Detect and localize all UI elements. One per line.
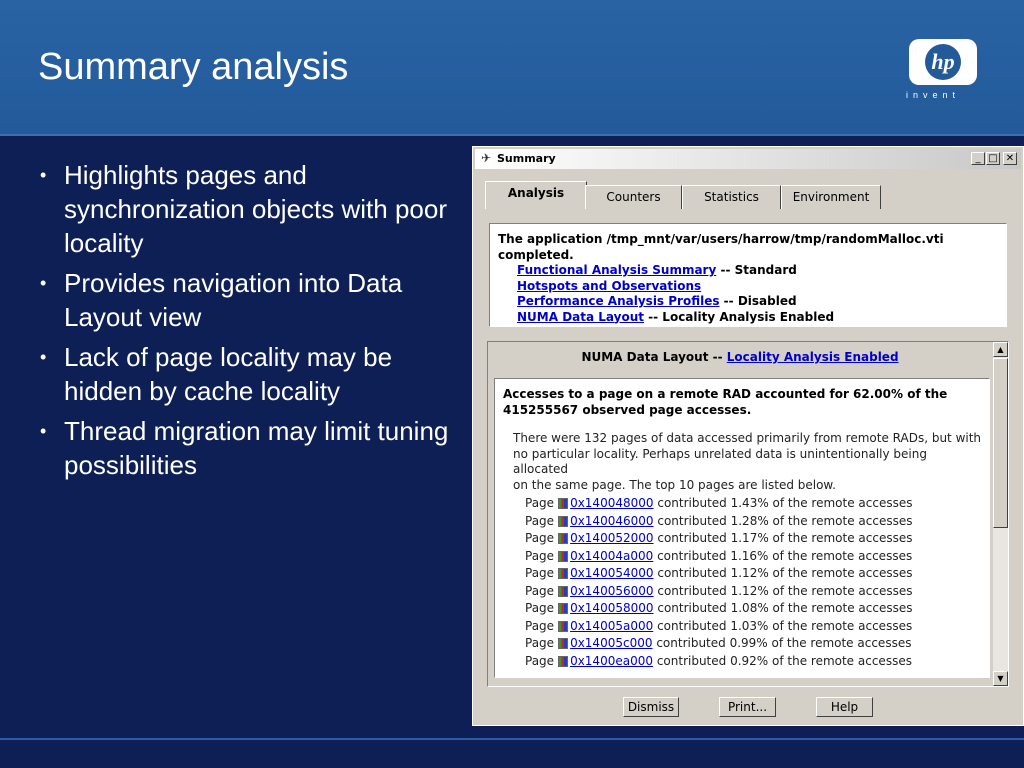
page-label: Page (525, 513, 555, 528)
maximize-button[interactable]: □ (986, 152, 1000, 165)
tab-counters[interactable]: Counters (585, 185, 682, 209)
satellite-icon: ✈ (481, 151, 492, 165)
window-title: Summary (497, 152, 556, 165)
page-contribution: contributed 1.17% of the remote accesses (657, 531, 913, 545)
page-label: Page (525, 531, 555, 545)
page-label: Page (525, 566, 555, 580)
numa-panel (487, 341, 1009, 687)
page-color-icon (558, 568, 568, 579)
scroll-up-arrow[interactable]: ▲ (993, 342, 1008, 357)
numa-intro (503, 387, 973, 418)
page-row (525, 600, 912, 618)
page-label: Page (525, 548, 555, 563)
hp-logo (908, 38, 978, 86)
page-address-link[interactable]: 0x140056000 (570, 583, 654, 598)
page-label: Page (525, 583, 555, 598)
page-address-link[interactable]: 0x140052000 (570, 531, 654, 545)
page-label: Page (525, 496, 555, 510)
logo-tagline: invent (906, 90, 961, 100)
page-row (525, 618, 912, 636)
print-button[interactable]: Print... (719, 697, 776, 717)
page-row (525, 495, 912, 513)
link-suffix: -- Locality Analysis Enabled (643, 309, 835, 324)
page-color-icon (558, 533, 568, 544)
page-contribution: contributed 0.92% of the remote accesses (656, 653, 912, 668)
page-color-icon (558, 551, 568, 562)
link-suffix: -- Standard (716, 263, 797, 277)
page-color-icon (558, 516, 568, 527)
numa-content (494, 378, 990, 678)
link-suffix: -- Disabled (719, 294, 797, 308)
page-address-link[interactable]: 0x140048000 (570, 496, 654, 510)
page-label: Page (525, 653, 555, 668)
page-color-icon (558, 656, 568, 667)
numa-heading-prefix: NUMA Data Layout -- (581, 350, 723, 364)
page-contribution: contributed 1.03% of the remote accesses (657, 618, 913, 633)
header-divider (0, 134, 1024, 136)
page-color-icon (558, 621, 568, 632)
page-contribution: contributed 1.08% of the remote accesses (657, 601, 913, 615)
scroll-down-arrow[interactable]: ▼ (993, 671, 1008, 686)
vertical-scrollbar[interactable] (993, 342, 1008, 686)
numa-para-line: on the same page. The top 10 pages are listed below. (513, 477, 836, 492)
summary-dialog (472, 146, 1024, 726)
footer-divider (0, 738, 1024, 740)
page-address-link[interactable]: 0x14005c000 (570, 636, 653, 650)
slide-title: Summary analysis (38, 46, 349, 88)
page-row (525, 653, 912, 671)
summary-intro-2: completed. (498, 247, 574, 262)
link-performance-profiles[interactable]: Performance Analysis Profiles (517, 294, 720, 308)
close-button[interactable]: ✕ (1003, 152, 1017, 165)
page-contribution: contributed 1.28% of the remote accesses (657, 513, 913, 528)
page-address-link[interactable]: 0x14004a000 (570, 548, 654, 563)
page-label: Page (525, 636, 555, 650)
tab-analysis[interactable]: Analysis (485, 181, 587, 209)
summary-intro: The application /tmp_mnt/var/users/harrow/tmp/randomMalloc.vti (498, 232, 944, 246)
bullet-item: • Provides navigation into Data Layout view (36, 266, 472, 334)
numa-intro-line: Accesses to a page on a remote RAD accounted for 62.00% of the (503, 387, 948, 401)
page-row (525, 583, 912, 601)
numa-description (513, 431, 983, 493)
page-address-link[interactable]: 0x140046000 (570, 513, 654, 528)
page-label: Page (525, 618, 555, 633)
page-row (525, 513, 912, 531)
page-contribution: contributed 1.12% of the remote accesses (657, 566, 913, 580)
page-label: Page (525, 601, 555, 615)
numa-heading (488, 342, 992, 374)
link-numa-layout[interactable]: NUMA Data Layout (517, 309, 644, 324)
summary-panel (489, 223, 1007, 327)
page-color-icon (558, 586, 568, 597)
bullet-item: • Thread migration may limit tuning possibilities (36, 414, 472, 482)
dismiss-button[interactable]: Dismiss (623, 697, 679, 717)
link-functional-analysis[interactable]: Functional Analysis Summary (517, 263, 717, 277)
bullet-item: • Highlights pages and synchronization objects with poor locality (36, 158, 472, 260)
tab-environment[interactable]: Environment (781, 185, 881, 209)
page-color-icon (558, 603, 568, 614)
page-address-link[interactable]: 0x1400ea000 (570, 653, 653, 668)
numa-para-line: There were 132 pages of data accessed primarily from remote RADs, but with (513, 431, 982, 445)
link-hotspots[interactable]: Hotspots and Observations (517, 278, 702, 293)
bullet-list (36, 158, 472, 488)
page-color-icon (558, 498, 568, 509)
page-contribution: contributed 0.99% of the remote accesses (656, 636, 912, 650)
svg-text:hp: hp (931, 49, 955, 74)
scroll-thumb[interactable] (993, 358, 1008, 528)
tab-statistics[interactable]: Statistics (682, 185, 781, 209)
title-bar[interactable] (475, 149, 1021, 169)
page-contribution: contributed 1.16% of the remote accesses (657, 548, 913, 563)
page-address-link[interactable]: 0x14005a000 (570, 618, 654, 633)
page-contribution: contributed 1.43% of the remote accesses (657, 496, 913, 510)
tab-strip (485, 183, 905, 209)
minimize-button[interactable]: _ (971, 152, 985, 165)
bullet-item: • Lack of page locality may be hidden by cache locality (36, 340, 472, 408)
help-button[interactable]: Help (816, 697, 873, 717)
page-address-link[interactable]: 0x140054000 (570, 566, 654, 580)
page-row (525, 565, 912, 583)
page-contribution: contributed 1.12% of the remote accesses (657, 583, 913, 598)
page-color-icon (558, 638, 568, 649)
page-row (525, 530, 912, 548)
page-row (525, 635, 912, 653)
page-list (525, 495, 912, 670)
numa-intro-line: 415255567 observed page accesses. (503, 402, 752, 417)
link-locality-analysis[interactable]: Locality Analysis Enabled (726, 350, 899, 364)
numa-para-line: no particular locality. Perhaps unrelated data is unintentionally being allocated (513, 446, 927, 476)
page-address-link[interactable]: 0x140058000 (570, 601, 654, 615)
page-row (525, 548, 912, 566)
